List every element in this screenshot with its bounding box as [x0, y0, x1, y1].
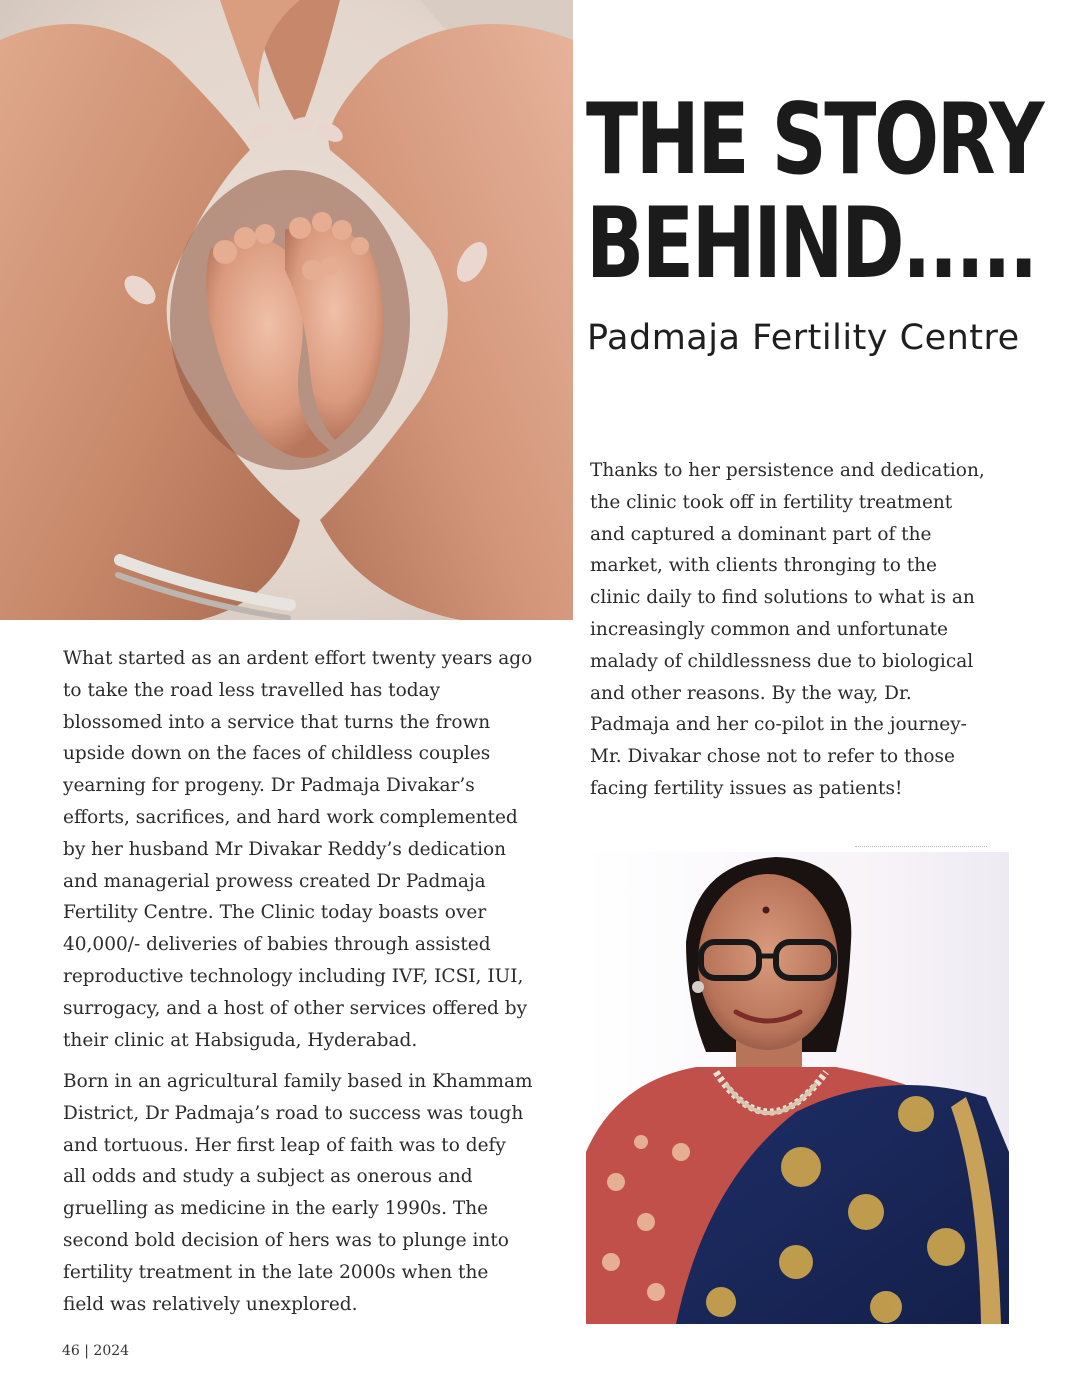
hero-photo-baby-feet	[0, 0, 573, 620]
article-paragraph-left-1: What started as an ardent effort twenty years ago to take the road less travelled has today blossomed into a service that turns the frown upside down on the faces of childless couples yearning for progeny. Dr Padmaja Divakar’s efforts, sacrifices, and hard work complemented by her husband Mr Divakar Reddy’s dedication and managerial prowess created Dr Padmaja Fertility Centre. The Clinic today boasts over 40,000/- deliveries of babies through assisted reproductive technology including IVF, ICSI, IUI, surrogacy, and a host of other services offered by their clinic at Habsiguda, Hyderabad.	[63, 648, 533, 1051]
article-headline	[586, 83, 1043, 301]
portrait-photo	[586, 852, 1009, 1324]
page-number: 46 | 2024	[62, 1343, 130, 1359]
article-paragraph-right: Thanks to her persistence and dedication, the clinic took off in fertility treatment and captured a dominant part of the market, with clients thronging to the clinic daily to find solutions to what is an increasingly common and unfortunate malady of childlessness due to biological and other reasons. By the way, Dr. Padmaja and her co-pilot in the journey- Mr. Divakar chose not to refer to those facing fertility issues as patients!	[590, 460, 985, 799]
article-subtitle: Padmaja Fertility Centre	[587, 318, 1020, 358]
article-paragraph-left-2: Born in an agricultural family based in Khammam District, Dr Padmaja’s road to success was tough and tortuous. Her first leap of faith was to defy all odds and study a subject as onerous and gruelling as medicine in the early 1990s. The second bold decision of hers was to plunge into fertility treatment in the late 2000s when the field was relatively unexplored.	[63, 1071, 533, 1315]
headline-line-2: BEHIND.....	[586, 187, 1036, 301]
headline-line-1: THE STORY	[586, 83, 1043, 197]
